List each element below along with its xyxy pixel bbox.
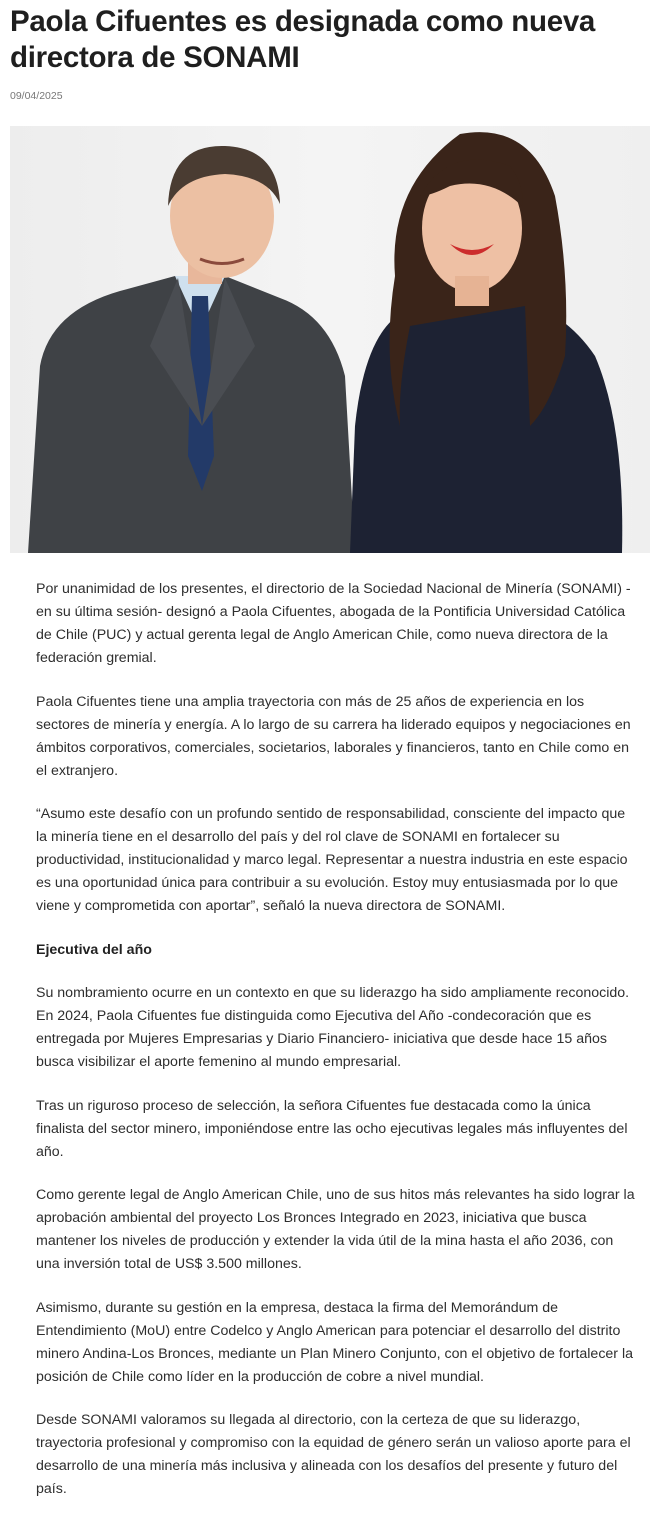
section-heading: Ejecutiva del año — [36, 941, 152, 958]
article-title: Paola Cifuentes es designada como nueva directora de SONAMI — [10, 5, 596, 74]
man-figure — [28, 146, 355, 553]
article-body — [36, 578, 636, 1522]
paragraph: Asimismo, durante su gestión en la empresa, destaca la firma del Memorándum de Entendimiento (MoU) entre Codelco y Anglo American para potenciar el desarrollo del distrito minero Andina-Los Bronces, mediante un Plan Minero Conjunto, con el objetivo de fortalecer la posición de Chile como líder en la producción de cobre a nivel mundial. — [36, 1299, 634, 1385]
paragraph: Su nombramiento ocurre en un contexto en que su liderazgo ha sido ampliamente reconocido. En 2024, Paola Cifuentes fue distinguida como Ejecutiva del Año -condecoración que es entregada por Mujeres Empresarias y Diario Financiero- iniciativa que desde hace 15 años busca visibilizar el aporte femenino al mundo empresarial. — [36, 985, 630, 1070]
paragraph: Tras un riguroso proceso de selección, la señora Cifuentes fue destacada como la única finalista del sector minero, imponiéndose entre las ocho ejecutivas legales más influyentes del año. — [36, 1097, 628, 1160]
woman-figure — [350, 132, 622, 553]
paragraph: “Asumo este desafío con un profundo sentido de responsabilidad, consciente del impacto que la minería tiene en el desarrollo del país y del rol clave de SONAMI en fortalecer su productividad, institucionalidad y marco legal. Representar a nuestra industria en este espacio es una oportunidad única para contribuir a su evolución. Estoy muy entusiasmada por lo que viene y comprometida con aportar”, señaló la nueva directora de SONAMI. — [36, 806, 628, 914]
article-date: 09/04/2025 — [10, 90, 63, 102]
paragraph: Como gerente legal de Anglo American Chile, uno de sus hitos más relevantes ha sido lograr la aprobación ambiental del proyecto Los Bronces Integrado en 2023, iniciativa que busca mantener los niveles de producción y extender la vida útil de la mina hasta el año 2036, con una inversión total de US$ 3.500 millones. — [36, 1187, 635, 1272]
paragraph: Por unanimidad de los presentes, el directorio de la Sociedad Nacional de Minería (SONAMI) -en su última sesión- designó a Paola Cifuentes, abogada de la Pontificia Universidad Católica de Chile (PUC) y actual gerenta legal de Anglo American Chile, como nueva directora de la federación gremial. — [36, 581, 631, 666]
article-photo — [10, 126, 650, 553]
paragraph: Desde SONAMI valoramos su llegada al directorio, con la certeza de que su liderazgo, trayectoria profesional y compromiso con la equidad de género serán un valioso aporte para el desarrollo de una minería más inclusiva y alineada con los desafíos del presente y futuro del país. — [36, 1412, 631, 1497]
photo-illustration — [10, 126, 650, 553]
paragraph: Paola Cifuentes tiene una amplia trayectoria con más de 25 años de experiencia en los sectores de minería y energía. A lo largo de su carrera ha liderado equipos y negociaciones en ámbitos corporativos, comerciales, societarios, laborales y financieros, tanto en Chile como en el extranjero. — [36, 693, 631, 779]
